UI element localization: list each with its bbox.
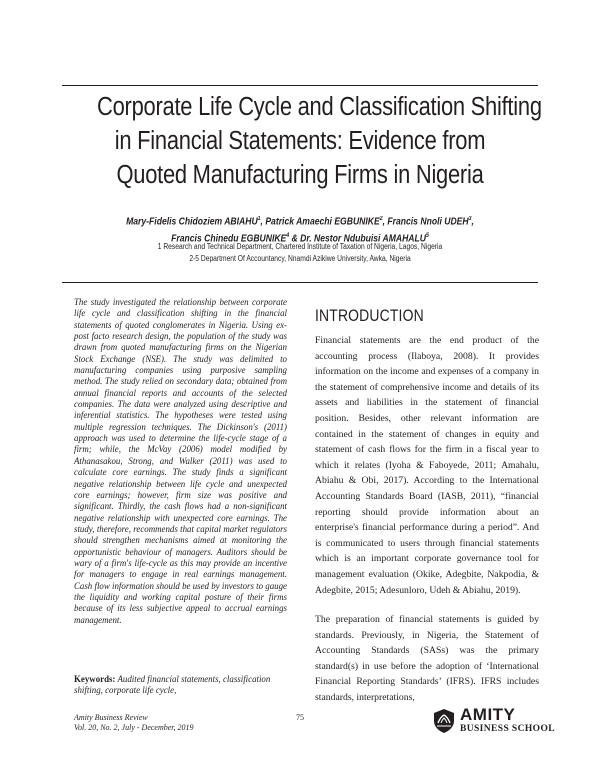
header-bottom-rule	[62, 282, 538, 283]
author-1: Mary-Fidelis Chidoziem ABIAHU	[126, 216, 258, 228]
author-3: , Francis Nnoli UDEH	[382, 216, 469, 228]
introduction-paragraph-2: The preparation of financial statements is guided by standards. Previously, in Nigeria, the Statement of Accounting Standards (SASs) was the primary standard(s) in use before the adoption of ‘International Financial Reporting Standards’ (IFRS). IFRS includes standards, interpretations,	[315, 614, 539, 703]
author-2: , Patrick Amaechi EGBUNIKE	[260, 216, 380, 228]
title-line-3: Quoted Manufacturing Firms in Nigeria	[116, 161, 484, 189]
footer-journal-info	[74, 713, 274, 733]
author-4-sup: 4	[286, 233, 290, 240]
author-line-1	[111, 212, 489, 229]
keywords-label: Keywords:	[74, 674, 116, 684]
affiliation-1: 1 Research and Technical Department, Chartered Institute of Taxation of Nigeria, Lagos, Nigeria	[157, 242, 443, 251]
amity-logo	[432, 705, 555, 736]
journal-name: Amity Business Review	[74, 713, 148, 722]
keywords-text: Audited financial statements, classification shifting, corporate life cycle,	[74, 674, 271, 696]
author-2-sup: 2	[379, 216, 383, 222]
author-5-sup: 5	[425, 233, 429, 240]
page-number: 75	[296, 713, 304, 722]
amity-emblem-icon	[432, 708, 456, 734]
author-4: Francis Chinedu EGBUNIKE	[171, 233, 287, 245]
logo-main-text: AMITY	[460, 705, 516, 724]
title-line-2: in Financial Statements: Evidence from	[114, 127, 486, 155]
journal-issue: Vol. 20, No. 2, July - December, 2019	[74, 723, 194, 732]
abstract: The study investigated the relationship between corporate life cycle and classification shifting in the financial statements of quoted conglomerates in Nigeria. Using ex-post facto research design, the population of the study was drawn from quoted manufacturing firms on the Nigerian Stock Exchange (NSE). The study was delimited to manufacturing companies using purposive sampling method. The study relied on secondary data; obtained from annual financial reports and accounts of the selected companies. The data were analyzed using descriptive and inferential statistics. The hypotheses were tested using multiple regression techniques. The Dickinson's (2011) approach was used to determine the life-cycle stage of a firm; while, the McVay (2006) model modified by Athanasakou, Strong, and Walker (2011) was used to calculate core earnings. The study finds a significant negative relationship between life cycle and unexpected core earnings; however, firm size was positive and significant. Thirdly, the cash flows had a non-significant negative relationship with unexpected core earnings. The study, therefore, recommends that capital market regulators should strengthen mechanisms aimed at monitoring the opportunistic behaviour of managers. Auditors should be wary of a firm's life-cycle as this may provide an incentive for managers to engage in real earnings management. Cash flow information should be used by investors to gauge the liquidity and working capital posture of their firms because of its less subjective appeal to accrual earnings management.	[74, 297, 287, 625]
paper-title	[97, 90, 542, 192]
author-separator: ,	[471, 216, 474, 228]
introduction-paragraph-1: Financial statements are the end product of the accounting process (Ilaboya, 2008). It provides information on the income and expenses of a company in the statement of comprehensive income and details of its assets and liabilities in the statement of financial position. Besides, other relevant information are contained in the statement of changes in equity and statement of cash flows for the firm in a fiscal year to which it relates (Iyoha & Faboyede, 2011; Amahalu, Abiahu & Obi, 2017). According to the International Accounting Standards Board (IASB, 2011), “financial reporting should provide information about an enterprise's financial performance during a period”. And is communicated to users through financial statements which is an important corporate governance tool for management evaluation (Okike, Adegbite, Nakpodia, & Adegbite, 2015; Adesunloro, Udeh & Abiahu, 2019).	[315, 335, 539, 596]
affiliation-2: 2-5 Department Of Accountancy, Nnamdi Azikiwe University, Awka, Nigeria	[189, 254, 411, 263]
author-1-sup: 1	[257, 216, 261, 222]
keywords	[74, 674, 287, 697]
top-rule	[62, 85, 538, 86]
author-5: & Dr. Nestor Ndubuisi AMAHALU	[289, 233, 426, 245]
logo-sub-text: BUSINESS SCHOOL	[460, 724, 555, 734]
title-line-1: Corporate Life Cycle and Classification Shifting	[97, 93, 542, 121]
author-3-sup: 3	[468, 216, 472, 222]
introduction-heading: INTRODUCTION	[315, 306, 424, 325]
